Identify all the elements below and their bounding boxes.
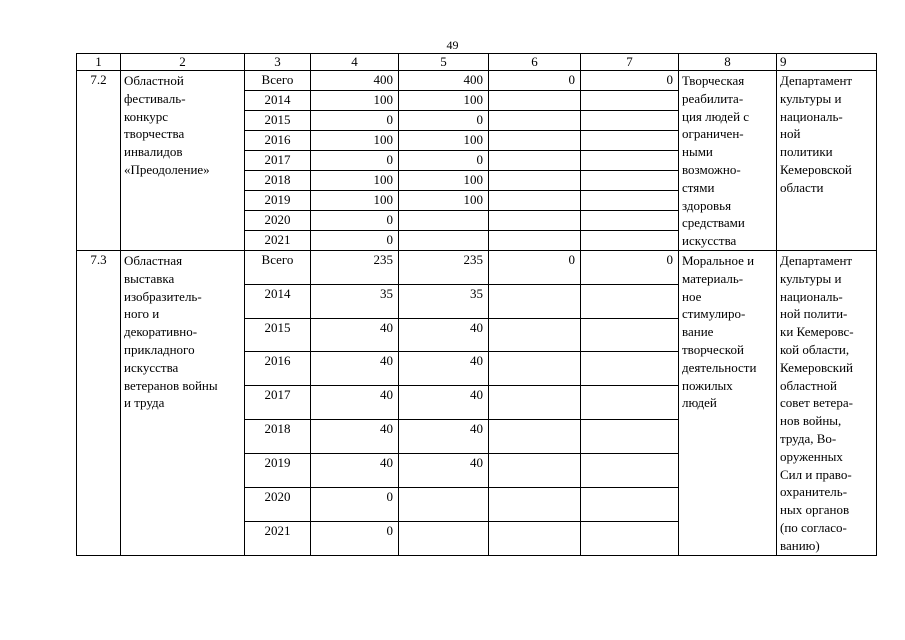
table-body	[77, 54, 877, 556]
header-cell: 1	[77, 54, 121, 71]
value-cell-c4: 400	[311, 71, 399, 91]
expected-result-line: возможно-	[682, 161, 741, 177]
executor-line: охранитель-	[780, 484, 848, 500]
executor-line: ных органов	[780, 502, 850, 518]
year-cell: Всего	[245, 71, 311, 91]
value-cell-c4: 0	[311, 487, 399, 521]
value-cell-c5: 400	[399, 71, 489, 91]
value-cell-c4: 100	[311, 90, 399, 110]
value-cell-c6	[489, 110, 581, 130]
value-cell-c5: 35	[399, 284, 489, 318]
value-cell-c4: 40	[311, 318, 399, 352]
expected-result-line: ограничен-	[682, 126, 744, 142]
value-cell-c6	[489, 150, 581, 170]
year-cell: 2015	[245, 318, 311, 352]
expected-result-line: материаль-	[682, 270, 744, 286]
value-cell-c4: 100	[311, 130, 399, 150]
executor-line: ной	[780, 126, 801, 142]
value-cell-c6	[489, 210, 581, 230]
event-name-line: конкурс	[124, 108, 169, 124]
event-name	[121, 71, 245, 251]
value-cell-c5: 40	[399, 453, 489, 487]
executor-line: (по согласо-	[780, 519, 847, 535]
executor-line: политики	[780, 144, 833, 160]
value-cell-c5: 40	[399, 318, 489, 352]
table-row	[77, 71, 877, 91]
event-name-line: Областной	[124, 73, 184, 88]
expected-result-line: творческой	[682, 341, 744, 357]
value-cell-c6	[489, 130, 581, 150]
expected-result-line: ное	[682, 288, 702, 304]
value-cell-c4: 235	[311, 250, 399, 284]
value-cell-c6	[489, 420, 581, 454]
value-cell-c7	[581, 284, 679, 318]
expected-result-line: ными	[682, 144, 713, 160]
executor-line: труда, Во-	[780, 430, 837, 446]
value-cell-c6	[489, 90, 581, 110]
header-cell: 2	[121, 54, 245, 71]
year-cell: 2016	[245, 352, 311, 386]
value-cell-c5	[399, 521, 489, 555]
value-cell-c5: 100	[399, 170, 489, 190]
event-name-line: изобразитель-	[124, 288, 202, 304]
page-number: 49	[446, 38, 459, 52]
value-cell-c5: 100	[399, 90, 489, 110]
executor-line: ной полити-	[780, 306, 848, 322]
value-cell-c5: 40	[399, 386, 489, 420]
year-cell: 2018	[245, 420, 311, 454]
expected-result-line: деятельности	[682, 359, 757, 375]
header-cell: 8	[679, 54, 777, 71]
value-cell-c6	[489, 453, 581, 487]
event-name-line: прикладного	[124, 341, 195, 357]
expected-result-line: средствами	[682, 215, 745, 231]
value-cell-c7	[581, 150, 679, 170]
event-name-line: искусства	[124, 359, 179, 375]
expected-result-line: стимулиро-	[682, 306, 746, 322]
value-cell-c5	[399, 487, 489, 521]
value-cell-c4: 40	[311, 420, 399, 454]
value-cell-c5	[399, 230, 489, 250]
value-cell-c5: 235	[399, 250, 489, 284]
header-cell: 3	[245, 54, 311, 71]
value-cell-c4: 0	[311, 230, 399, 250]
value-cell-c7	[581, 210, 679, 230]
event-name-line: фестиваль-	[124, 90, 186, 106]
value-cell-c7	[581, 386, 679, 420]
value-cell-c6	[489, 386, 581, 420]
executor-line: националь-	[780, 288, 843, 304]
executor-line: Кемеровский	[780, 359, 854, 375]
executor-line: областной	[780, 377, 837, 393]
value-cell-c6	[489, 521, 581, 555]
executor-line: Департамент	[780, 252, 853, 268]
value-cell-c4: 40	[311, 352, 399, 386]
value-cell-c6	[489, 352, 581, 386]
value-cell-c4: 100	[311, 170, 399, 190]
executor-line: националь-	[780, 108, 843, 124]
value-cell-c6	[489, 318, 581, 352]
year-cell: 2018	[245, 170, 311, 190]
event-name-line: Областная	[124, 252, 183, 268]
value-cell-c7	[581, 487, 679, 521]
year-cell: 2014	[245, 284, 311, 318]
header-cell: 7	[581, 54, 679, 71]
expected-result-line: пожилых	[682, 377, 733, 393]
executor-line: кой области,	[780, 341, 850, 357]
header-cell: 6	[489, 54, 581, 71]
value-cell-c7: 0	[581, 71, 679, 91]
event-name-line: выставка	[124, 270, 175, 286]
value-cell-c7	[581, 190, 679, 210]
value-cell-c5	[399, 210, 489, 230]
value-cell-c7	[581, 453, 679, 487]
program-table	[76, 53, 877, 556]
executor	[777, 71, 877, 251]
header-cell: 4	[311, 54, 399, 71]
value-cell-c6	[489, 170, 581, 190]
expected-result-line: людей	[682, 395, 717, 411]
value-cell-c4: 35	[311, 284, 399, 318]
executor-line: ки Кемеровс-	[780, 324, 854, 340]
value-cell-c4: 0	[311, 150, 399, 170]
value-cell-c7	[581, 90, 679, 110]
executor	[777, 250, 877, 555]
executor-line: совет ветера-	[780, 395, 853, 411]
year-cell: 2019	[245, 453, 311, 487]
value-cell-c4: 100	[311, 190, 399, 210]
value-cell-c5: 0	[399, 150, 489, 170]
value-cell-c7	[581, 420, 679, 454]
value-cell-c6: 0	[489, 71, 581, 91]
executor-line: Сил и право-	[780, 466, 852, 482]
year-cell: 2021	[245, 521, 311, 555]
expected-result-line: здоровья	[682, 197, 732, 213]
event-name-line: творчества	[124, 126, 185, 142]
expected-result-line: реабилита-	[682, 90, 744, 106]
value-cell-c6	[489, 284, 581, 318]
row-number: 7.3	[77, 250, 121, 555]
value-cell-c7	[581, 130, 679, 150]
event-name-line: ветеранов войны	[124, 377, 218, 393]
value-cell-c6	[489, 487, 581, 521]
event-name-line: декоративно-	[124, 324, 198, 340]
year-cell: 2019	[245, 190, 311, 210]
value-cell-c7	[581, 230, 679, 250]
expected-result-line: искусства	[682, 233, 737, 249]
value-cell-c7	[581, 110, 679, 130]
value-cell-c7	[581, 170, 679, 190]
expected-result	[679, 71, 777, 251]
year-cell: 2017	[245, 386, 311, 420]
value-cell-c5: 40	[399, 420, 489, 454]
event-name-line: ного и	[124, 306, 160, 322]
year-cell: 2020	[245, 210, 311, 230]
year-cell: 2020	[245, 487, 311, 521]
expected-result-line: стями	[682, 179, 715, 195]
value-cell-c6: 0	[489, 250, 581, 284]
expected-result-line: Моральное и	[682, 252, 755, 268]
year-cell: 2014	[245, 90, 311, 110]
year-cell: Всего	[245, 250, 311, 284]
event-name-line: и труда	[124, 395, 165, 411]
value-cell-c5: 0	[399, 110, 489, 130]
executor-line: области	[780, 179, 824, 195]
executor-line: культуры и	[780, 90, 842, 106]
header-cell: 5	[399, 54, 489, 71]
value-cell-c4: 0	[311, 521, 399, 555]
value-cell-c4: 0	[311, 110, 399, 130]
value-cell-c7: 0	[581, 250, 679, 284]
row-number: 7.2	[77, 71, 121, 251]
expected-result	[679, 250, 777, 555]
event-name-line: инвалидов	[124, 144, 183, 160]
year-cell: 2015	[245, 110, 311, 130]
value-cell-c7	[581, 521, 679, 555]
value-cell-c5: 40	[399, 352, 489, 386]
value-cell-c5: 100	[399, 190, 489, 210]
executor-line: Кемеровской	[780, 161, 852, 177]
header-cell: 9	[777, 54, 877, 71]
event-name	[121, 250, 245, 555]
value-cell-c6	[489, 230, 581, 250]
event-name-line: «Преодоление»	[124, 161, 210, 177]
year-cell: 2017	[245, 150, 311, 170]
executor-line: ванию)	[780, 537, 820, 553]
value-cell-c4: 40	[311, 386, 399, 420]
executor-line: Департамент	[780, 73, 853, 88]
value-cell-c4: 0	[311, 210, 399, 230]
value-cell-c6	[489, 190, 581, 210]
table-row	[77, 250, 877, 284]
header-row	[77, 54, 877, 71]
value-cell-c7	[581, 318, 679, 352]
executor-line: культуры и	[780, 270, 842, 286]
executor-line: нов войны,	[780, 413, 842, 429]
expected-result-line: Творческая	[682, 73, 745, 88]
value-cell-c7	[581, 352, 679, 386]
year-cell: 2016	[245, 130, 311, 150]
executor-line: оруженных	[780, 448, 843, 464]
year-cell: 2021	[245, 230, 311, 250]
expected-result-line: ция людей с	[682, 108, 750, 124]
value-cell-c4: 40	[311, 453, 399, 487]
expected-result-line: вание	[682, 324, 714, 340]
value-cell-c5: 100	[399, 130, 489, 150]
